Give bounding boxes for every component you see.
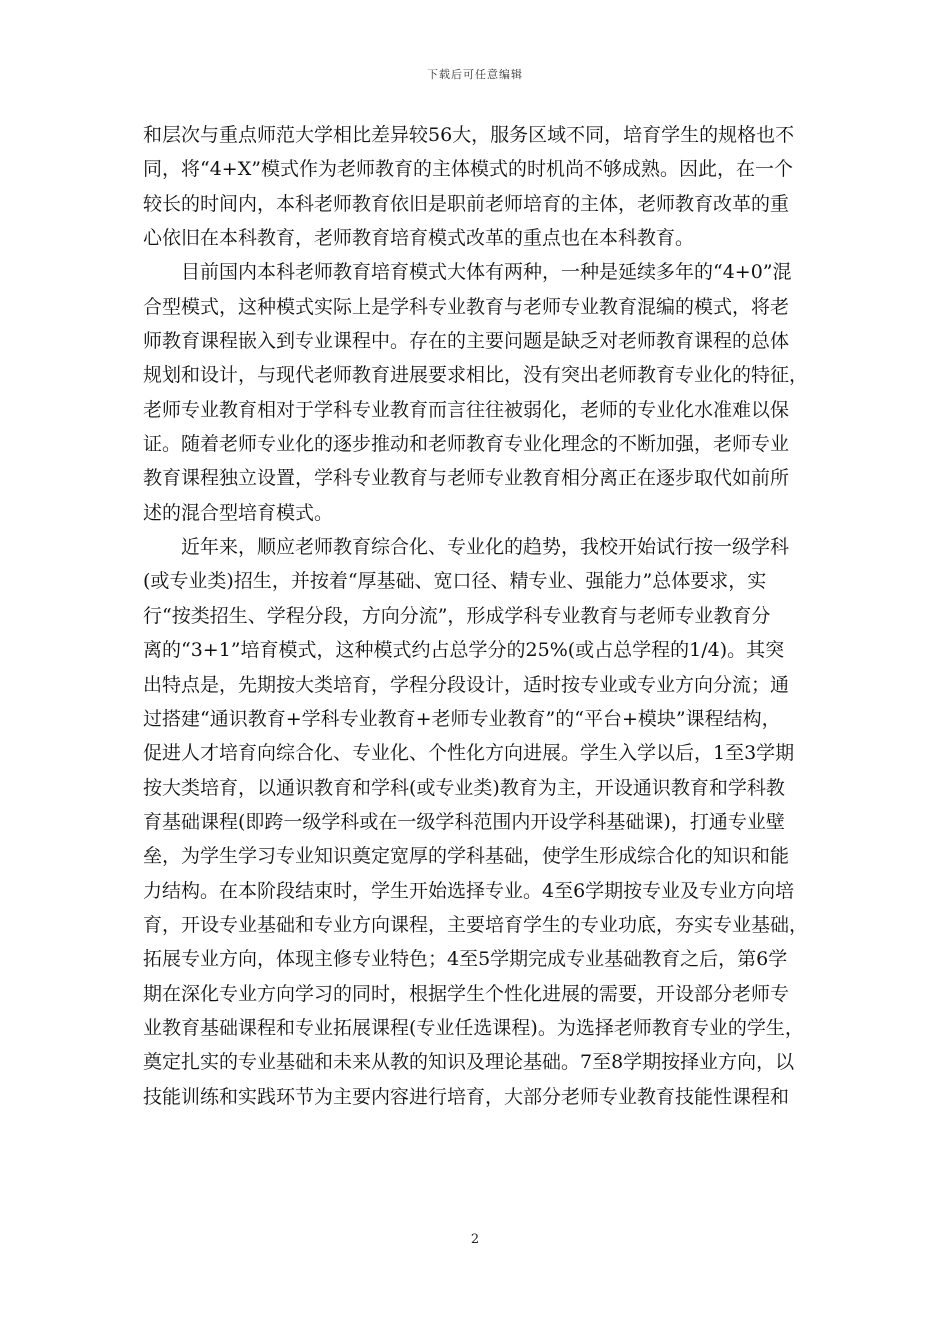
text-line: (或专业类)招生，并按着“厚基础、宽口径、精专业、强能力”总体要求，实 — [143, 570, 767, 593]
text-line: 促进人才培育向综合化、专业化、个性化方向进展。学生入学以后，1至3学期 — [143, 742, 795, 765]
text-line: 师教育课程嵌入到专业课程中。存在的主要问题是缺乏对老师教育课程的总体 — [143, 330, 790, 353]
text-line: 出特点是，先期按大类培育，学程分段设计，适时按专业或专业方向分流；通 — [143, 673, 790, 696]
text-line: 教育课程独立设置，学科专业教育与老师专业教育相分离正在逐步取代如前所 — [143, 467, 790, 490]
text-line: 力结构。在本阶段结束时，学生开始选择专业。4至6学期按专业及专业方向培 — [143, 879, 795, 902]
paragraph-first-line: 目前国内本科老师教育培育模式大体有两种，一种是延续多年的“4+0”混 — [181, 261, 792, 284]
text-line: 育，开设专业基础和专业方向课程，主要培育学生的专业功底，夯实专业基础， — [143, 913, 809, 936]
text-line: 过搭建“通识教育+学科专业教育+老师专业教育”的“平台+模块”课程结构， — [143, 707, 781, 730]
text-line: 行“按类招生、学程分段，方向分流”，形成学科专业教育与老师专业教育分 — [143, 604, 771, 627]
text-line: 述的混合型培育模式。 — [143, 501, 334, 524]
text-line: 心依旧在本科教育，老师教育培育模式改革的重点也在本科教育。 — [143, 227, 695, 250]
paragraph-first-line: 近年来，顺应老师教育综合化、专业化的趋势，我校开始试行按一级学科 — [181, 536, 790, 559]
text-line: 育基础课程(即跨一级学科或在一级学科范围内开设学科基础课)，打通专业壁 — [143, 810, 785, 833]
text-line: 老师专业教育相对于学科专业教育而言往往被弱化，老师的专业化水准难以保 — [143, 398, 790, 421]
text-line: 按大类培育，以通识教育和学科(或专业类)教育为主，开设通识教育和学科教 — [143, 776, 785, 799]
page-number: 2 — [470, 1232, 480, 1247]
text-line: 奠定扎实的专业基础和未来从教的知识及理论基础。7至8学期按择业方向，以 — [143, 1051, 795, 1074]
text-line: 合型模式，这种模式实际上是学科专业教育与老师专业教育混编的模式，将老 — [143, 295, 790, 318]
page-header: 下载后可任意编辑 — [427, 68, 523, 81]
text-line: 规划和设计，与现代老师教育进展要求相比，没有突出老师教育专业化的特征， — [143, 364, 809, 387]
text-line: 离的“3+1”培育模式，这种模式约占总学分的25%(或占总学程的1/4)。其突 — [143, 639, 785, 662]
text-line: 和层次与重点师范大学相比差异较56大，服务区域不同，培育学生的规格也不 — [143, 124, 795, 146]
text-line: 拓展专业方向，体现主修专业特色；4至5学期完成专业基础教育之后，第6学 — [143, 948, 788, 971]
text-line: 垒，为学生学习专业知识奠定宽厚的学科基础，使学生形成综合化的知识和能 — [143, 845, 790, 868]
text-line: 期在深化专业方向学习的同时，根据学生个性化进展的需要，开设部分老师专 — [143, 982, 790, 1005]
text-line: 证。随着老师专业化的逐步推动和老师教育专业化理念的不断加强，老师专业 — [143, 433, 790, 456]
text-line: 业教育基础课程和专业拓展课程(专业任选课程)。为选择老师教育专业的学生， — [143, 1016, 804, 1039]
text-line: 同，将“4+X”模式作为老师教育的主体模式的时机尚不够成熟。因此，在一个 — [143, 158, 793, 181]
document-body — [143, 118, 809, 1114]
text-line: 技能训练和实践环节为主要内容进行培育，大部分老师专业教育技能性课程和 — [143, 1085, 790, 1108]
text-line: 较长的时间内，本科老师教育依旧是职前老师培育的主体，老师教育改革的重 — [143, 192, 790, 215]
